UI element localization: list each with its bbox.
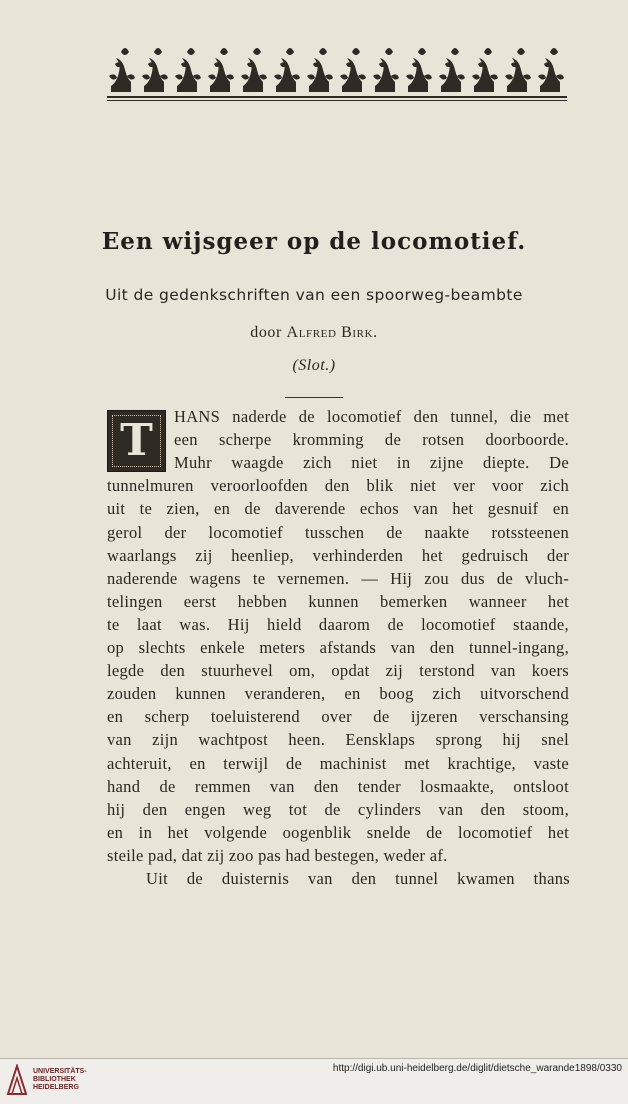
body-line: HANS naderde de locomotief den tunnel, die met	[174, 407, 569, 426]
author-prefix: door	[250, 324, 287, 341]
author-line	[0, 324, 628, 342]
body-line: op slechts enkele meters afstands van den tunnel-ingang,	[107, 638, 569, 657]
body-line: en scherp toeluisterend over de ijzeren verschansing	[107, 707, 569, 727]
drop-cap-letter: T	[120, 415, 153, 466]
library-name-line3: HEIDELBERG	[33, 1084, 79, 1091]
body-line: te laat was. Hij hield daarom de locomotief staande,	[107, 614, 569, 634]
library-name-line1: UNIVERSITÄTS-	[33, 1068, 87, 1075]
drop-cap-frame	[112, 415, 161, 467]
body-line: zouden kunnen veranderen, en boog zich uitvorschend	[107, 684, 569, 704]
university-library-logo-icon	[6, 1064, 28, 1096]
body-line: telingen eerst hebben kunnen bemerken wanneer het	[107, 591, 569, 611]
library-name-line2: BIBLIOTHEK	[33, 1076, 76, 1083]
conclusion-note: (Slot.)	[292, 357, 336, 374]
article-subtitle: Uit de gedenkschriften van een spoorweg-beambte	[105, 286, 523, 304]
body-line: achteruit, en terwijl de machinist met krachtige, vaste	[107, 753, 569, 773]
author-name: Alfred Birk.	[286, 324, 378, 341]
body-line: steile pad, dat zij zoo pas had bestegen, weder af.	[107, 845, 448, 865]
body-line: waarlangs zij heenliep, verhinderden het gedruisch der	[107, 545, 569, 565]
body-line: Muhr waagde zich niet in zijne diepte. De	[174, 453, 569, 473]
library-name	[33, 1068, 87, 1092]
body-line: tunnelmuren veroorloofden den blik niet ver voor zich	[107, 476, 569, 496]
body-line: en in het volgende oogenblik snelde de locomotief het	[107, 822, 569, 842]
body-line: van zijn wachtpost heen. Eensklaps sprong hij snel	[107, 730, 569, 750]
drop-cap	[107, 410, 166, 472]
source-url-link[interactable]: http://digi.ub.uni-heidelberg.de/diglit/dietsche_warande1898/0330	[332, 1063, 622, 1074]
body-line: Uit de duisternis van den tunnel kwamen thans	[146, 869, 570, 888]
body-line: legde den stuurhevel om, opdat zij terstond van koers	[107, 661, 569, 681]
body-line: gerol der locomotief tusschen de naakte rotssteenen	[107, 522, 569, 542]
body-line: uit te zien, en de daverende echos van het gesnuif en	[107, 499, 569, 519]
body-line: een scherpe kromming de rotsen doorboorde.	[174, 430, 569, 450]
section-divider	[285, 397, 343, 398]
body-line: hand de remmen van den tender losmaakte, ontsloot	[107, 776, 569, 796]
article-title: Een wijsgeer op de locomotief.	[101, 228, 527, 255]
ornamental-header-band	[107, 42, 567, 102]
body-line: hij den engen weg tot de cylinders van den stoom,	[107, 799, 569, 819]
body-line: naderende wagens te vernemen. — Hij zou dus de vluch-	[107, 568, 569, 588]
